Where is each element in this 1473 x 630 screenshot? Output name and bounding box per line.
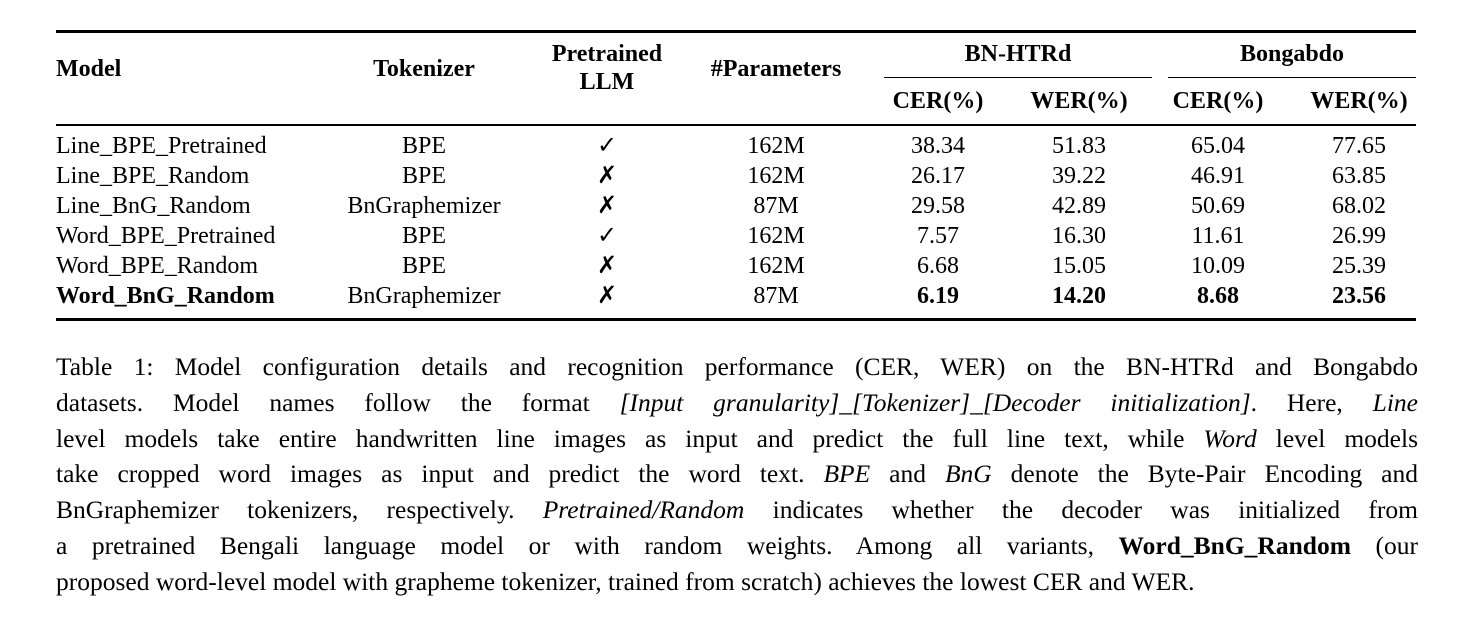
caption-italic: Word (1203, 423, 1257, 453)
caption-text: level models (1256, 423, 1419, 453)
header-pretrained-1: Pretrained (551, 41, 663, 67)
row-1-cer-1: 38.34 (911, 133, 965, 159)
row-3-model: Line_BnG_Random (56, 193, 251, 219)
caption-text: level models take entire handwritten line images as input and predict the full line text, while (56, 423, 1204, 453)
row-4-params: 162M (747, 223, 805, 249)
row-6-cer-1: 6.19 (917, 283, 959, 309)
table-caption (56, 349, 1418, 600)
caption-text: proposed word-level model with grapheme tokenizer, trained from scratch) achieves the lowest CER and WER. (56, 566, 1195, 596)
header-pretrained-2: LLM (579, 69, 635, 95)
row-6-wer-1: 14.20 (1052, 283, 1106, 309)
caption-italic: Pretrained/Random (542, 495, 745, 525)
row-1-cer-2: 65.04 (1191, 133, 1245, 159)
row-5-wer-1: 15.05 (1052, 253, 1106, 279)
row-1-check-icon: ✓ (596, 133, 618, 159)
caption-italic: Line (1372, 387, 1418, 417)
row-2-cer-1: 26.17 (911, 163, 965, 189)
caption-text: and (870, 459, 945, 489)
caption-text: BnGraphemizer tokenizers, respectively. (56, 495, 543, 525)
row-4-check-icon: ✓ (596, 223, 618, 249)
row-1-model: Line_BPE_Pretrained (56, 133, 267, 159)
top-rule (56, 30, 1416, 33)
caption-line-7 (56, 564, 1418, 600)
group-rule-bn-htrd (884, 77, 1152, 78)
row-3-cer-2: 50.69 (1191, 193, 1245, 219)
caption-text: datasets. Model names follow the format (56, 387, 620, 417)
row-5-model: Word_BPE_Random (56, 253, 259, 279)
row-4-tokenizer: BPE (401, 223, 446, 249)
header-tokenizer: Tokenizer (373, 56, 475, 82)
row-5-cer-1: 6.68 (917, 253, 959, 279)
caption-text: denote the Byte-Pair Encoding and (991, 459, 1418, 489)
row-5-cer-2: 10.09 (1191, 253, 1245, 279)
row-2-tokenizer: BPE (401, 163, 446, 189)
header-model: Model (56, 56, 122, 82)
row-5-tokenizer: BPE (401, 253, 446, 279)
row-3-wer-2: 68.02 (1332, 193, 1386, 219)
row-6-wer-2: 23.56 (1332, 283, 1386, 309)
caption-text: indicates whether the decoder was initialized from (744, 495, 1418, 525)
caption-text: Table 1: Model configuration details and recognition performance (CER, WER) on the BN-HTRd and Bongabdo (56, 352, 1418, 381)
caption-line-1 (56, 349, 1418, 385)
caption-text: take cropped word images as input and predict the word text. (56, 459, 824, 489)
bottom-rule (56, 318, 1416, 321)
row-2-cer-2: 46.91 (1191, 163, 1245, 189)
header-wer-2: WER(%) (1310, 88, 1408, 114)
row-2-cross-icon: ✗ (596, 163, 618, 189)
caption-line-2 (56, 385, 1418, 421)
row-1-tokenizer: BPE (401, 133, 446, 159)
caption-text: . Here, (1250, 387, 1373, 417)
caption-text: (our (1350, 530, 1418, 560)
row-3-cross-icon: ✗ (596, 193, 618, 219)
caption-line-5 (56, 492, 1418, 528)
caption-line-6 (56, 528, 1418, 564)
row-6-cross-icon: ✗ (596, 283, 618, 309)
caption-line-4 (56, 456, 1418, 492)
row-4-cer-2: 11.61 (1191, 223, 1245, 249)
caption-bold: Word_BnG_Random (1118, 530, 1351, 560)
row-6-tokenizer: BnGraphemizer (347, 283, 501, 309)
row-3-wer-1: 42.89 (1052, 193, 1106, 219)
caption-line-3 (56, 421, 1418, 457)
caption-italic: BPE (823, 459, 871, 489)
row-2-wer-1: 39.22 (1052, 163, 1106, 189)
row-4-cer-1: 7.57 (917, 223, 959, 249)
row-4-wer-2: 26.99 (1332, 223, 1386, 249)
row-2-wer-2: 63.85 (1332, 163, 1386, 189)
header-wer-1: WER(%) (1030, 88, 1128, 114)
header-params: #Parameters (710, 56, 842, 82)
row-6-model: Word_BnG_Random (56, 283, 275, 309)
row-3-cer-1: 29.58 (911, 193, 965, 219)
group-rule-bongabdo (1168, 77, 1416, 78)
caption-text: a pretrained Bengali language model or with random weights. Among all variants, (56, 530, 1119, 560)
row-2-model: Line_BPE_Random (56, 163, 250, 189)
row-1-params: 162M (747, 133, 805, 159)
row-5-cross-icon: ✗ (596, 253, 618, 279)
row-1-wer-1: 51.83 (1052, 133, 1106, 159)
row-6-cer-2: 8.68 (1197, 283, 1239, 309)
row-3-params: 87M (753, 193, 799, 219)
row-6-params: 87M (753, 283, 799, 309)
header-group-bongabdo: Bongabdo (1239, 41, 1345, 67)
header-rule (56, 124, 1416, 126)
row-4-model: Word_BPE_Pretrained (56, 223, 276, 249)
row-5-params: 162M (747, 253, 805, 279)
header-cer-1: CER(%) (892, 88, 984, 114)
header-group-bn-htrd: BN-HTRd (964, 41, 1072, 67)
row-5-wer-2: 25.39 (1332, 253, 1386, 279)
caption-italic: BnG (944, 459, 992, 489)
row-2-params: 162M (747, 163, 805, 189)
row-3-tokenizer: BnGraphemizer (347, 193, 501, 219)
header-cer-2: CER(%) (1172, 88, 1264, 114)
row-1-wer-2: 77.65 (1332, 133, 1386, 159)
row-4-wer-1: 16.30 (1052, 223, 1106, 249)
caption-italic: [Input granularity]_[Tokenizer]_[Decoder initialization] (619, 387, 1251, 417)
